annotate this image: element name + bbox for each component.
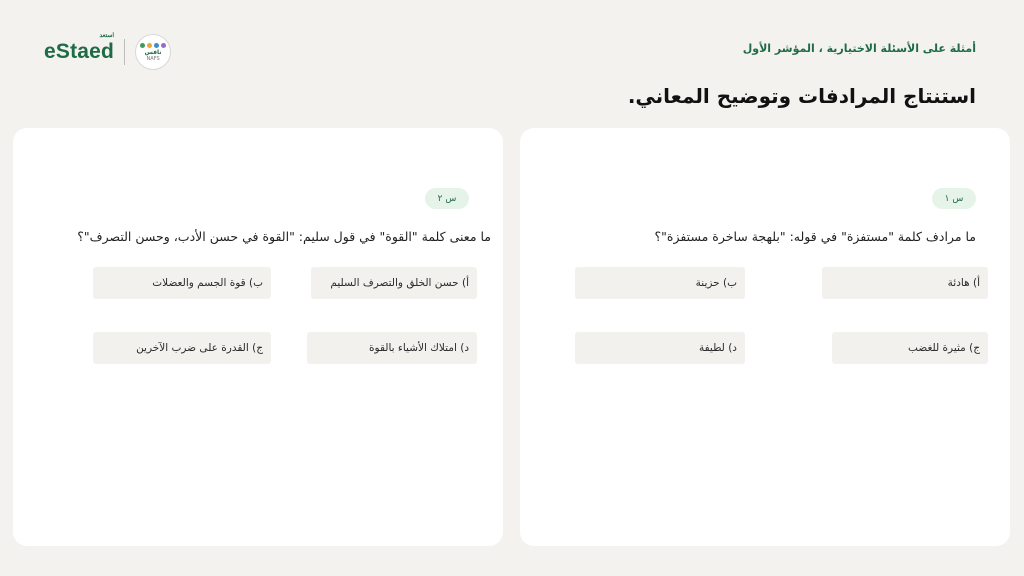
- option-c[interactable]: ج) مثيرة للغضب: [832, 332, 988, 364]
- estaed-logo: [44, 33, 115, 64]
- option-b[interactable]: ب) قوة الجسم والعضلات: [93, 267, 271, 299]
- question-card-2: [13, 128, 503, 546]
- logo-divider: [124, 39, 125, 65]
- question-text: ما معنى كلمة "القوة" في قول سليم: "القوة في حسن الأدب، وحسن التصرف"؟: [77, 229, 491, 244]
- breadcrumb: أمثلة على الأسئلة الاختيارية ، المؤشر الأول: [742, 42, 976, 55]
- logos: [44, 32, 171, 72]
- option-a[interactable]: أ) حسن الخلق والتصرف السليم: [311, 267, 477, 299]
- page-title: استنتاج المرادفات وتوضيح المعاني.: [627, 84, 976, 108]
- option-a[interactable]: أ) هادئة: [822, 267, 988, 299]
- question-number-badge: س ٢: [425, 188, 469, 209]
- estaed-logo-text: eStaed: [44, 40, 115, 63]
- question-number-badge: س ١: [932, 188, 976, 209]
- nafs-dots-icon: [140, 43, 166, 48]
- nafs-logo-arabic: نافس: [144, 48, 162, 56]
- question-card-1: [520, 128, 1010, 546]
- nafs-logo-english: NAFS: [146, 55, 160, 62]
- question-text: ما مرادف كلمة "مستفزة" في قوله: "بلهجة ساخرة مستفزة"؟: [654, 229, 976, 244]
- option-d[interactable]: د) لطيفة: [575, 332, 745, 364]
- option-d[interactable]: د) امتلاك الأشياء بالقوة: [307, 332, 477, 364]
- option-c[interactable]: ج) القدرة على ضرب الآخرين: [93, 332, 271, 364]
- estaed-logo-arabic: استعد: [99, 33, 115, 39]
- nafs-logo: [135, 34, 171, 70]
- option-b[interactable]: ب) حزينة: [575, 267, 745, 299]
